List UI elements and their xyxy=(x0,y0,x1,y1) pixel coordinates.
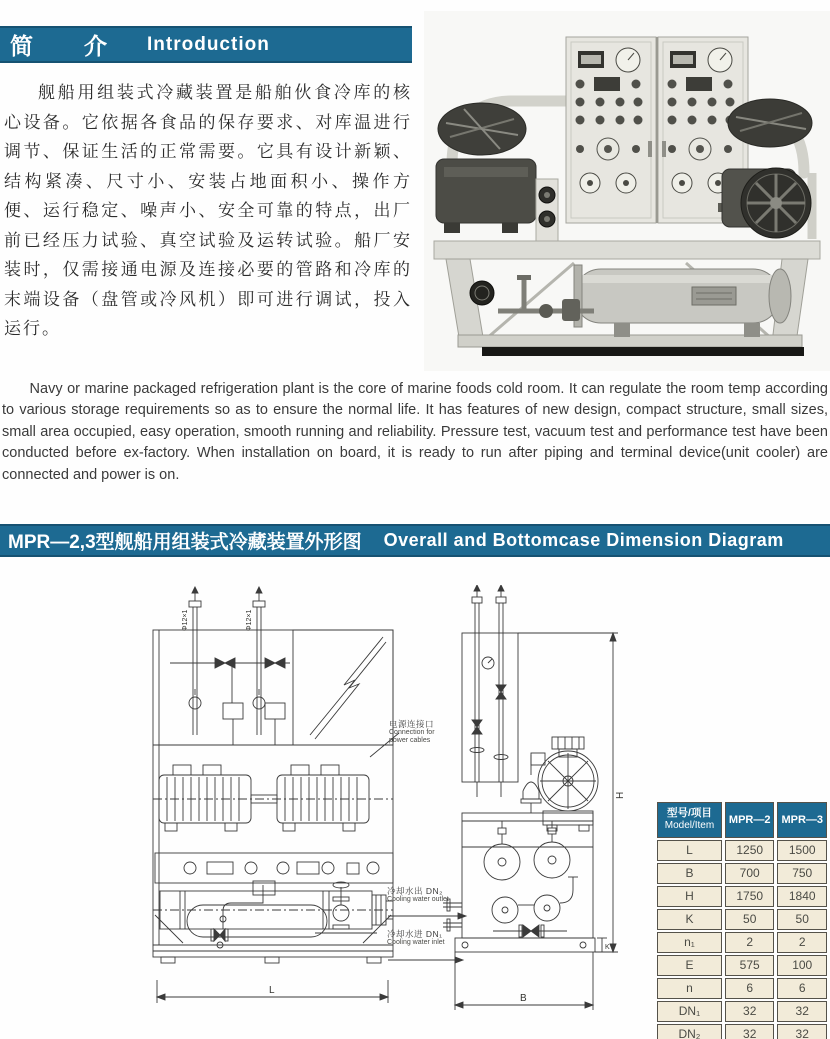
spec-value-cell: 750 xyxy=(777,863,827,884)
spec-value-cell: 6 xyxy=(725,978,775,999)
spec-item-cell: B xyxy=(657,863,722,884)
spec-value-cell: 100 xyxy=(777,955,827,976)
table-row xyxy=(657,886,827,907)
diagram-header-bar xyxy=(0,524,830,557)
cooling-water-inlet-label-en: Cooling water inlet xyxy=(387,939,445,947)
spec-value-cell: 1750 xyxy=(725,886,775,907)
spec-value-cell: 32 xyxy=(777,1024,827,1039)
product-photo xyxy=(424,11,830,371)
intro-header-bar xyxy=(0,26,412,63)
spec-value-cell: 6 xyxy=(777,978,827,999)
table-row xyxy=(657,909,827,930)
cooling-water-outlet-label-zh: 冷却水出 DN₂ xyxy=(387,886,443,896)
side-view-drawing xyxy=(435,585,665,1030)
spec-item-cell: E xyxy=(657,955,722,976)
spec-item-cell: DN₂ xyxy=(657,1024,722,1039)
spec-item-cell: n₁ xyxy=(657,932,722,953)
table-row xyxy=(657,932,827,953)
spec-value-cell: 1250 xyxy=(725,840,775,861)
spec-header-mpr3: MPR—3 xyxy=(777,802,827,838)
cooling-water-inlet-label-zh: 冷却水进 DN₁ xyxy=(387,929,443,939)
spec-value-cell: 2 xyxy=(777,932,827,953)
dimension-H-label: H xyxy=(615,791,626,799)
spec-item-cell: H xyxy=(657,886,722,907)
spec-value-cell: 2 xyxy=(725,932,775,953)
dimension-B-label: B xyxy=(520,993,527,1004)
front-view-drawing xyxy=(145,585,445,1030)
cooling-water-outlet-label-en: Cooling water outlet xyxy=(387,896,449,904)
cooling-water-inlet-annotation xyxy=(387,929,467,947)
spec-item-cell: K xyxy=(657,909,722,930)
intro-paragraph-en: Navy or marine packaged refrigeration plant is the core of marine foods cold room. It can regulate the room temp according to various storage requirements so as to ensure the normal life. It has features of new design, compact structure, small sizes, small area occupied, easy operation, smooth running and reliability. Pressure test, vacuum test and performance test have been conducted before ex-factory. When installation on board, it is ready to run after piping and terminal device(unit cooler) are connected and power is on. xyxy=(2,381,828,483)
power-connection-label-zh: 电源连接口 xyxy=(389,719,435,729)
spec-value-cell: 1840 xyxy=(777,886,827,907)
spec-value-cell: 575 xyxy=(725,955,775,976)
spec-table-header-row xyxy=(657,802,827,838)
spec-value-cell: 50 xyxy=(777,909,827,930)
table-row xyxy=(657,978,827,999)
spec-item-cell: DN₁ xyxy=(657,1001,722,1022)
spec-table xyxy=(654,800,830,1039)
table-row xyxy=(657,955,827,976)
product-photo-illustration xyxy=(424,11,830,371)
table-row xyxy=(657,840,827,861)
diagram-heading-zh: MPR—2,3型舰船用组装式冷藏装置外形图 xyxy=(8,532,362,553)
spec-header-item-zh: 型号/项目 xyxy=(667,807,712,819)
intro-paragraph-zh: 舰船用组装式冷藏装置是船舶伙食冷库的核心设备。它依据各食品的保存要求、对库温进行调节、保证生活的正常需要。它具有设计新颖、结构紧凑、尺寸小、安装占地面积小、操作方便、运行稳定、噪声小、安全可靠的特点，出厂前已经压力试验、真空试验及运转试验。船厂安装时，仅需接通电源及连接必要的管路和冷库的末端设备（盘管或冷风机）即可进行调试，投入运行。 xyxy=(4,83,412,338)
spec-value-cell: 32 xyxy=(777,1001,827,1022)
spec-header-item-cell xyxy=(657,802,722,838)
pipe-spec-label: Φ12×1 xyxy=(246,609,253,631)
spec-value-cell: 32 xyxy=(725,1024,775,1039)
table-row xyxy=(657,1001,827,1022)
power-connection-label-en2: power cables xyxy=(389,737,431,745)
spec-value-cell: 50 xyxy=(725,909,775,930)
dimension-K-label: K xyxy=(605,944,610,951)
spec-value-cell: 700 xyxy=(725,863,775,884)
pipe-spec-label: Φ12×1 xyxy=(182,609,189,631)
spec-item-cell: n xyxy=(657,978,722,999)
power-connection-annotation xyxy=(389,719,461,746)
table-row xyxy=(657,863,827,884)
cooling-water-outlet-annotation xyxy=(387,886,467,904)
spec-value-cell: 32 xyxy=(725,1001,775,1022)
spec-value-cell: 1500 xyxy=(777,840,827,861)
diagram-heading-en: Overall and Bottomcase Dimension Diagram xyxy=(383,530,784,550)
power-connection-label-en1: Connection for xyxy=(389,729,435,737)
spec-header-item-en: Model/Item xyxy=(664,820,715,832)
dimension-L-label: L xyxy=(269,985,275,996)
spec-header-mpr2: MPR—2 xyxy=(725,802,775,838)
table-row xyxy=(657,1024,827,1039)
spec-item-cell: L xyxy=(657,840,722,861)
intro-heading-en: Introduction xyxy=(147,33,270,55)
intro-heading-zh: 简 介 xyxy=(10,33,121,59)
